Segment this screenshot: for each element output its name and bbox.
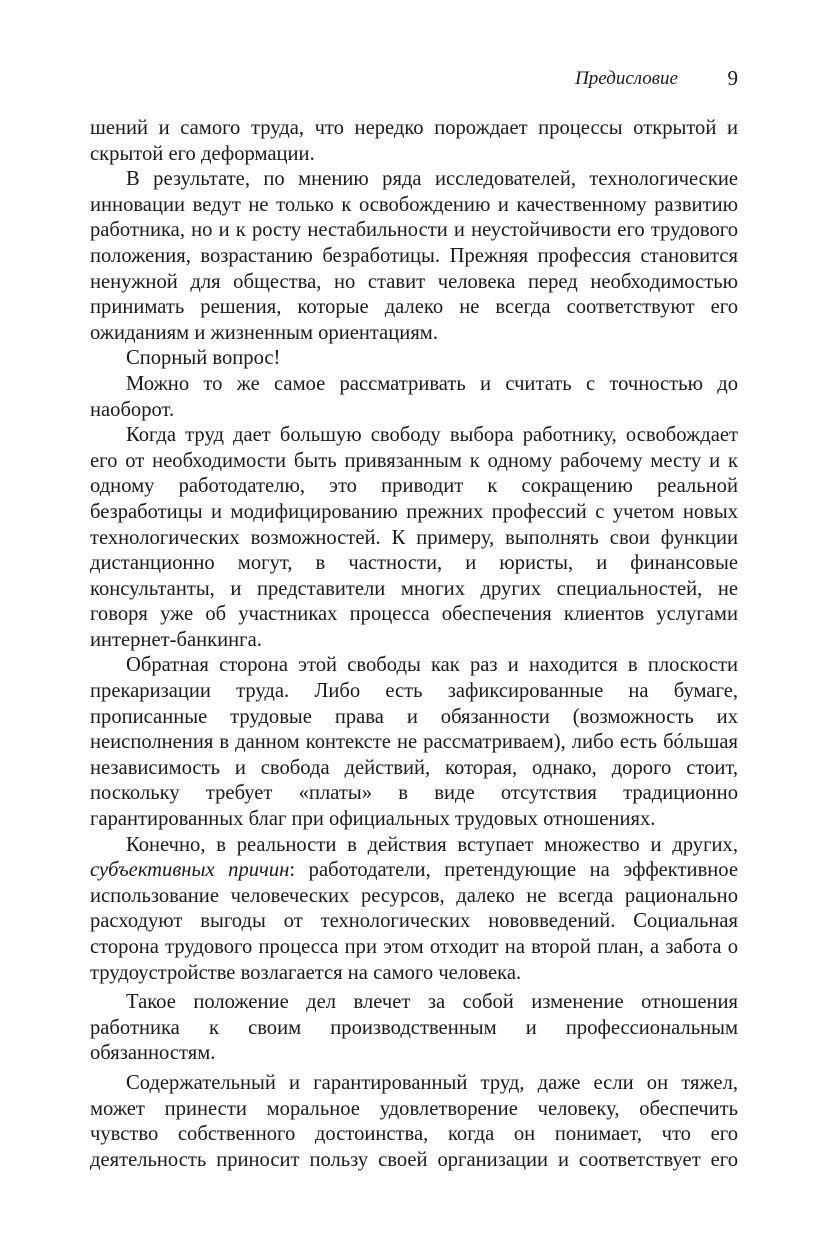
- paragraph: Содержательный и гарантированный труд, даже если он тяжел, может принести моральное удовлетворение человеку, обеспечить чувство собственного достоинства, когда он понимает, что его деятельность приносит пользу своей организации и соответствует его: [90, 1071, 738, 1171]
- paragraph-lead: Конечно, в реальности в действия вступает множество и других,: [126, 833, 738, 856]
- paragraph: Когда труд дает большую свободу выбора работнику, освобождает его от необходимости быть привязанным к одному рабочему месту и к одному работодателю, это приводит к сокращению реальной безработицы и модифицированию прежних профессий с учетом новых технологических возможностей. К примеру, выполнять свои функции дистанционно могут, в частности, и юристы, и финансовые консультанты, и представители многих других специальностей, не говоря уже об участниках процесса обеспечения клиентов услугами интернет-банкинга.: [90, 424, 738, 651]
- body-text: [90, 116, 738, 1173]
- paragraph: В результате, по мнению ряда исследователей, технологические инновации ведут не только к освобождению и качественному развитию работника, но и к росту нестабильности и неустойчивости его трудового положения, возрастанию безработицы. Прежняя профессия становится ненужной для общества, но ставит человека перед необходимостью принимать решения, которые далеко не всегда соответствуют его ожиданиям и жизненным ориентациям.: [90, 168, 738, 344]
- paragraph: Такое положение дел влечет за собой изменение отношения работника к своим производственным и профессиональным обязанностям.: [90, 991, 738, 1065]
- paragraph: шений и самого труда, что нередко порождает процессы открытой и скрытой его деформации.: [90, 117, 738, 165]
- paragraph: [90, 833, 738, 987]
- paragraph: Можно то же самое рассматривать и считать с точностью до наоборот.: [90, 372, 738, 421]
- paragraph: Спорный вопрос!: [126, 347, 281, 370]
- section-title: Предисловие: [575, 68, 678, 89]
- emphasized-term: субъективных причин: [90, 859, 290, 882]
- running-head: [90, 66, 738, 92]
- page-number: 9: [727, 66, 738, 90]
- paragraph-rest: : работодатели, претендующие на эффективное использование человеческих ресурсов, далеко не всегда рационально расходуют выгоды от технологических нововведений. Социальная сторона трудового процесса при этом отходит на второй план, а забота о трудоустройстве возлагается на самого человека.: [90, 859, 738, 984]
- paragraph: Обратная сторона этой свободы как раз и находится в плоскости прекаризации труда. Либо есть зафиксированные на бумаге, прописанные трудовые права и обязанности (возможность их неисполнения в данном контексте не рассматриваем), либо есть бóльшая независимость и свобода действий, которая, однако, дорого стоит, поскольку требует «платы» в виде отсутствия традиционно гарантированных благ при официальных трудовых отношениях.: [90, 654, 738, 831]
